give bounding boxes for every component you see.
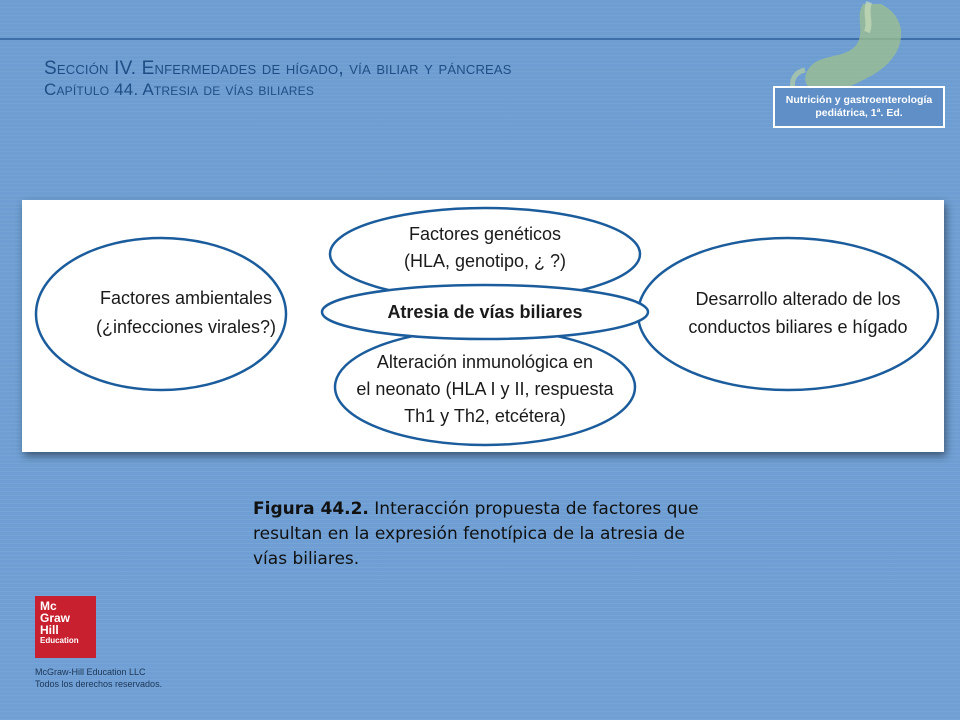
diagram-figure	[22, 200, 944, 452]
logo-line-3: Hill	[40, 623, 59, 637]
logo-line-4: Education	[40, 636, 79, 645]
bottom-line-1: Alteración inmunológica en	[376, 352, 594, 372]
company-name: McGraw-Hill Education LLC	[35, 667, 146, 677]
left-line-2: (¿infecciones virales?)	[95, 317, 277, 337]
publisher-legal	[35, 666, 162, 690]
ellipse-right	[638, 238, 938, 390]
top-line-2: (HLA, genotipo, ¿ ?)	[403, 251, 567, 271]
caption-text: Interacción propuesta de factores que resultan en la expresión fenotípica de la atresia de vías biliares.	[253, 499, 699, 569]
top-line-1: Factores genéticos	[408, 224, 562, 244]
book-title-box	[773, 86, 945, 128]
bottom-line-2: el neonato (HLA I y II, respuesta	[356, 379, 614, 399]
figure-caption	[253, 497, 723, 572]
diagram-svg	[22, 200, 944, 452]
rights-text: Todos los derechos reservados.	[35, 679, 163, 689]
center-label: Atresia de vías biliares	[387, 302, 583, 322]
logo-line-2: Graw	[40, 611, 71, 625]
logo-line-1: Mc	[40, 599, 57, 613]
right-line-1: Desarrollo alterado de los	[695, 289, 901, 309]
left-line-1: Factores ambientales	[99, 288, 273, 308]
right-line-2: conductos biliares e hígado	[688, 317, 908, 337]
publisher-logo	[35, 596, 96, 658]
bottom-line-3: Th1 y Th2, etcétera)	[404, 406, 566, 426]
book-title: Nutrición y gastroenterología pediátrica, 1ª. Ed.	[785, 94, 933, 119]
stomach-icon	[785, 0, 925, 96]
slide-header	[44, 58, 512, 100]
chapter-title: Capítulo 44. Atresia de vías biliares	[44, 80, 315, 99]
ellipse-left	[36, 238, 286, 390]
section-title: Sección IV. Enfermedades de hígado, vía biliar y páncreas	[44, 58, 512, 79]
caption-label: Figura 44.2.	[253, 499, 369, 519]
